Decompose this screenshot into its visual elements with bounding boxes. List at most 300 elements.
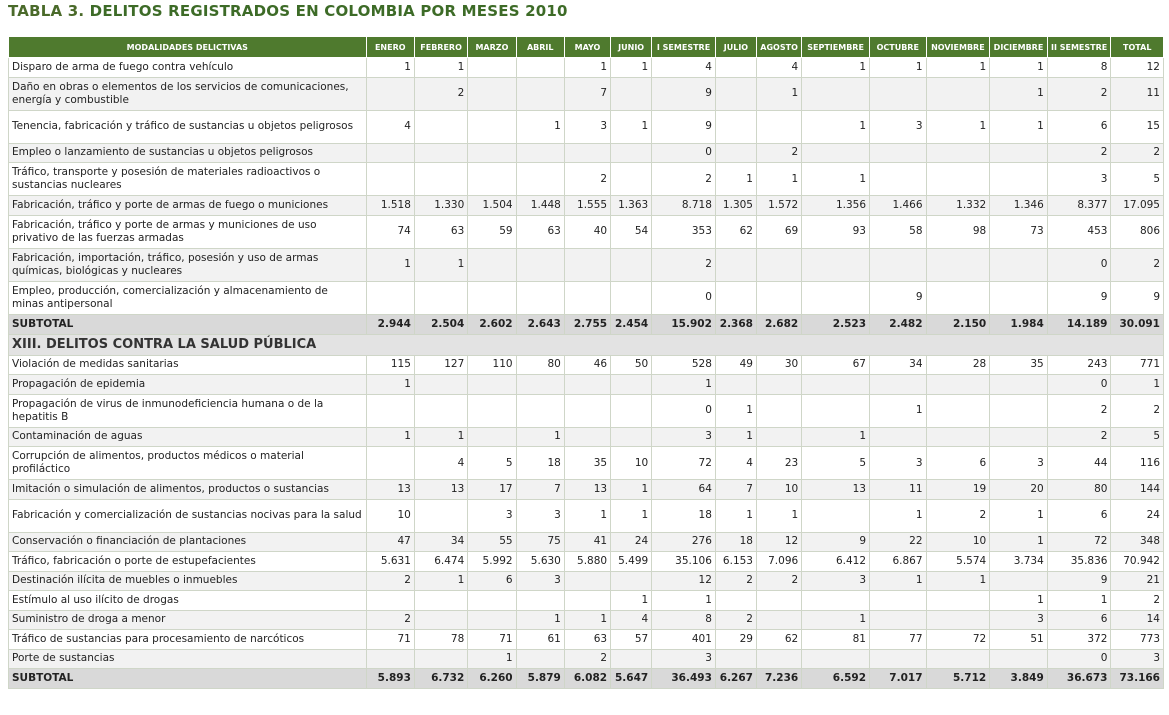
table-cell: 3 bbox=[516, 571, 564, 591]
column-header: DICIEMBRE bbox=[990, 37, 1048, 58]
table-cell: 115 bbox=[366, 355, 414, 375]
table-cell: 1 bbox=[715, 427, 756, 447]
table-cell: 2.150 bbox=[926, 314, 990, 334]
table-cell: 61 bbox=[516, 630, 564, 650]
table-row bbox=[9, 532, 1164, 552]
table-cell bbox=[611, 375, 652, 395]
table-cell bbox=[564, 281, 610, 314]
table-cell: 401 bbox=[652, 630, 716, 650]
table-cell: 1 bbox=[414, 571, 467, 591]
column-header: MODALIDADES DELICTIVAS bbox=[9, 37, 367, 58]
table-cell: 5.893 bbox=[366, 669, 414, 689]
table-cell: 4 bbox=[756, 58, 801, 78]
table-row bbox=[9, 480, 1164, 500]
table-cell: 528 bbox=[652, 355, 716, 375]
table-cell: 116 bbox=[1111, 447, 1164, 480]
table-cell bbox=[926, 163, 990, 196]
table-cell bbox=[414, 649, 467, 669]
table-cell: 127 bbox=[414, 355, 467, 375]
table-cell bbox=[990, 571, 1048, 591]
table-cell: 1 bbox=[1111, 375, 1164, 395]
table-cell: 71 bbox=[366, 630, 414, 650]
table-cell: 7 bbox=[516, 480, 564, 500]
table-cell: 1 bbox=[870, 571, 927, 591]
table-cell bbox=[414, 281, 467, 314]
table-cell bbox=[715, 248, 756, 281]
table-cell bbox=[564, 143, 610, 163]
table-cell bbox=[715, 281, 756, 314]
table-cell bbox=[366, 281, 414, 314]
table-cell: 243 bbox=[1047, 355, 1111, 375]
table-cell: 6 bbox=[926, 447, 990, 480]
table-cell: 1 bbox=[564, 499, 610, 532]
row-label: Tráfico de sustancias para procesamiento de narcóticos bbox=[9, 630, 367, 650]
table-cell bbox=[756, 394, 801, 427]
table-cell bbox=[414, 394, 467, 427]
table-cell: 20 bbox=[990, 480, 1048, 500]
table-cell bbox=[802, 649, 870, 669]
row-label: Fabricación y comercialización de sustancias nocivas para la salud bbox=[9, 499, 367, 532]
subtotal-row bbox=[9, 314, 1164, 334]
table-cell: 2.682 bbox=[756, 314, 801, 334]
table-cell: 2.482 bbox=[870, 314, 927, 334]
subtotal-row bbox=[9, 669, 1164, 689]
table-row bbox=[9, 571, 1164, 591]
column-header: TOTAL bbox=[1111, 37, 1164, 58]
table-cell: 2 bbox=[1047, 143, 1111, 163]
table-cell: 58 bbox=[870, 215, 927, 248]
table-row bbox=[9, 355, 1164, 375]
table-cell: 9 bbox=[1047, 571, 1111, 591]
table-cell bbox=[414, 610, 467, 630]
table-cell: 2 bbox=[1047, 427, 1111, 447]
table-cell: 5 bbox=[468, 447, 516, 480]
table-cell bbox=[990, 248, 1048, 281]
table-cell: 2 bbox=[926, 499, 990, 532]
column-header: II SEMESTRE bbox=[1047, 37, 1111, 58]
table-cell bbox=[715, 110, 756, 143]
table-cell bbox=[414, 163, 467, 196]
table-cell: 1 bbox=[802, 110, 870, 143]
table-cell: 6.474 bbox=[414, 552, 467, 572]
table-cell: 9 bbox=[802, 532, 870, 552]
row-label: Empleo, producción, comercialización y almacenamiento de minas antipersonal bbox=[9, 281, 367, 314]
table-cell bbox=[926, 610, 990, 630]
row-label: Imitación o simulación de alimentos, productos o sustancias bbox=[9, 480, 367, 500]
table-cell: 1 bbox=[611, 591, 652, 611]
table-cell: 55 bbox=[468, 532, 516, 552]
row-label: Conservación o financiación de plantaciones bbox=[9, 532, 367, 552]
row-label: Estímulo al uso ilícito de drogas bbox=[9, 591, 367, 611]
table-cell: 13 bbox=[414, 480, 467, 500]
table-cell: 44 bbox=[1047, 447, 1111, 480]
table-cell: 1 bbox=[611, 480, 652, 500]
table-cell: 1 bbox=[564, 58, 610, 78]
table-cell: 2.944 bbox=[366, 314, 414, 334]
table-cell: 1 bbox=[715, 394, 756, 427]
table-cell: 9 bbox=[870, 281, 927, 314]
table-cell: 73.166 bbox=[1111, 669, 1164, 689]
table-cell: 2 bbox=[1111, 248, 1164, 281]
table-cell: 47 bbox=[366, 532, 414, 552]
table-cell: 3 bbox=[1047, 163, 1111, 196]
table-cell: 2.643 bbox=[516, 314, 564, 334]
table-cell bbox=[366, 163, 414, 196]
table-cell: 72 bbox=[652, 447, 716, 480]
table-cell: 5 bbox=[1111, 163, 1164, 196]
row-label: Tráfico, fabricación o porte de estupefacientes bbox=[9, 552, 367, 572]
table-cell: 1 bbox=[926, 58, 990, 78]
table-cell: 64 bbox=[652, 480, 716, 500]
table-cell: 40 bbox=[564, 215, 610, 248]
table-cell bbox=[870, 77, 927, 110]
table-cell: 73 bbox=[990, 215, 1048, 248]
table-cell: 1 bbox=[366, 58, 414, 78]
table-cell: 773 bbox=[1111, 630, 1164, 650]
table-cell: 2 bbox=[756, 571, 801, 591]
table-cell: 93 bbox=[802, 215, 870, 248]
column-header: AGOSTO bbox=[756, 37, 801, 58]
table-cell: 806 bbox=[1111, 215, 1164, 248]
table-cell: 41 bbox=[564, 532, 610, 552]
table-cell bbox=[564, 571, 610, 591]
table-cell: 2 bbox=[414, 77, 467, 110]
table-cell: 1.984 bbox=[990, 314, 1048, 334]
table-cell: 67 bbox=[802, 355, 870, 375]
column-header: FEBRERO bbox=[414, 37, 467, 58]
table-cell bbox=[870, 591, 927, 611]
table-cell: 51 bbox=[990, 630, 1048, 650]
row-label: Fabricación, tráfico y porte de armas y municiones de uso privativo de las fuerzas armadas bbox=[9, 215, 367, 248]
table-cell bbox=[870, 248, 927, 281]
table-cell bbox=[802, 591, 870, 611]
table-cell bbox=[468, 610, 516, 630]
row-label: Disparo de arma de fuego contra vehículo bbox=[9, 58, 367, 78]
table-cell bbox=[756, 610, 801, 630]
table-cell: 3 bbox=[870, 110, 927, 143]
table-cell: 78 bbox=[414, 630, 467, 650]
table-cell: 5.880 bbox=[564, 552, 610, 572]
table-cell: 35 bbox=[564, 447, 610, 480]
table-cell: 6.867 bbox=[870, 552, 927, 572]
table-cell: 75 bbox=[516, 532, 564, 552]
table-cell: 10 bbox=[926, 532, 990, 552]
column-header: JUNIO bbox=[611, 37, 652, 58]
table-cell bbox=[366, 143, 414, 163]
table-cell bbox=[468, 58, 516, 78]
table-cell: 3.849 bbox=[990, 669, 1048, 689]
table-cell: 1.572 bbox=[756, 196, 801, 216]
table-cell bbox=[990, 281, 1048, 314]
table-cell: 353 bbox=[652, 215, 716, 248]
table-cell: 2 bbox=[715, 610, 756, 630]
table-cell: 72 bbox=[1047, 532, 1111, 552]
row-label: Violación de medidas sanitarias bbox=[9, 355, 367, 375]
table-cell bbox=[516, 281, 564, 314]
table-row bbox=[9, 591, 1164, 611]
table-row bbox=[9, 143, 1164, 163]
table-cell: 59 bbox=[468, 215, 516, 248]
table-cell: 62 bbox=[756, 630, 801, 650]
table-cell: 1 bbox=[756, 499, 801, 532]
table-cell: 10 bbox=[756, 480, 801, 500]
table-cell: 6.153 bbox=[715, 552, 756, 572]
table-cell: 54 bbox=[611, 215, 652, 248]
table-cell bbox=[468, 77, 516, 110]
section-header-row bbox=[9, 334, 1164, 355]
table-cell: 62 bbox=[715, 215, 756, 248]
table-cell: 2.504 bbox=[414, 314, 467, 334]
table-row bbox=[9, 649, 1164, 669]
table-cell: 18 bbox=[715, 532, 756, 552]
row-label: Corrupción de alimentos, productos médicos o material profiláctico bbox=[9, 447, 367, 480]
table-cell bbox=[468, 248, 516, 281]
table-cell: 11 bbox=[870, 480, 927, 500]
table-cell bbox=[564, 591, 610, 611]
table-cell: 3 bbox=[802, 571, 870, 591]
table-cell: 7 bbox=[564, 77, 610, 110]
table-cell: 70.942 bbox=[1111, 552, 1164, 572]
table-cell bbox=[802, 281, 870, 314]
table-cell bbox=[468, 375, 516, 395]
table-cell: 1 bbox=[414, 248, 467, 281]
row-label: Tenencia, fabricación y tráfico de sustancias u objetos peligrosos bbox=[9, 110, 367, 143]
table-cell bbox=[564, 248, 610, 281]
table-cell: 3.734 bbox=[990, 552, 1048, 572]
table-cell bbox=[756, 591, 801, 611]
table-cell: 7.096 bbox=[756, 552, 801, 572]
table-cell: 0 bbox=[652, 281, 716, 314]
table-cell: 1.555 bbox=[564, 196, 610, 216]
table-cell: 1.332 bbox=[926, 196, 990, 216]
table-cell bbox=[926, 77, 990, 110]
table-cell: 3 bbox=[468, 499, 516, 532]
table-cell: 30 bbox=[756, 355, 801, 375]
table-cell bbox=[516, 375, 564, 395]
table-cell: 2 bbox=[652, 163, 716, 196]
table-cell bbox=[468, 394, 516, 427]
table-cell: 144 bbox=[1111, 480, 1164, 500]
table-cell bbox=[926, 248, 990, 281]
table-cell: 13 bbox=[366, 480, 414, 500]
table-cell bbox=[715, 77, 756, 110]
table-cell bbox=[611, 163, 652, 196]
table-cell: 10 bbox=[366, 499, 414, 532]
table-cell: 6.592 bbox=[802, 669, 870, 689]
table-cell: 1 bbox=[652, 375, 716, 395]
table-cell: 50 bbox=[611, 355, 652, 375]
table-cell bbox=[802, 394, 870, 427]
table-cell bbox=[990, 427, 1048, 447]
table-cell: 46 bbox=[564, 355, 610, 375]
table-cell: 1 bbox=[870, 499, 927, 532]
table-cell: 8.377 bbox=[1047, 196, 1111, 216]
table-cell: 36.493 bbox=[652, 669, 716, 689]
table-cell bbox=[990, 163, 1048, 196]
table-cell bbox=[366, 447, 414, 480]
table-cell bbox=[516, 77, 564, 110]
table-cell: 2 bbox=[1047, 77, 1111, 110]
table-cell: 1.504 bbox=[468, 196, 516, 216]
table-row bbox=[9, 499, 1164, 532]
table-cell: 3 bbox=[1111, 649, 1164, 669]
table-cell: 3 bbox=[990, 447, 1048, 480]
table-cell: 1 bbox=[414, 427, 467, 447]
table-cell bbox=[756, 248, 801, 281]
table-cell: 6.412 bbox=[802, 552, 870, 572]
table-row bbox=[9, 630, 1164, 650]
table-cell: 21 bbox=[1111, 571, 1164, 591]
table-cell bbox=[611, 281, 652, 314]
table-cell bbox=[611, 394, 652, 427]
table-cell bbox=[516, 58, 564, 78]
table-cell: 18 bbox=[652, 499, 716, 532]
row-label: Fabricación, importación, tráfico, posesión y uso de armas químicas, biológicas y nucleares bbox=[9, 248, 367, 281]
header-row bbox=[9, 37, 1164, 58]
table-cell bbox=[366, 394, 414, 427]
table-cell bbox=[366, 649, 414, 669]
table-cell: 5.712 bbox=[926, 669, 990, 689]
table-cell bbox=[715, 375, 756, 395]
row-label: Tráfico, transporte y posesión de materiales radioactivos o sustancias nucleares bbox=[9, 163, 367, 196]
table-cell: 17.095 bbox=[1111, 196, 1164, 216]
table-cell: 17 bbox=[468, 480, 516, 500]
table-cell bbox=[870, 427, 927, 447]
table-cell: 1.363 bbox=[611, 196, 652, 216]
table-cell bbox=[611, 427, 652, 447]
table-body bbox=[9, 58, 1164, 689]
table-cell bbox=[468, 591, 516, 611]
table-cell: 3 bbox=[870, 447, 927, 480]
table-cell: 1 bbox=[611, 110, 652, 143]
table-cell: 14.189 bbox=[1047, 314, 1111, 334]
table-cell bbox=[926, 143, 990, 163]
table-row bbox=[9, 552, 1164, 572]
table-cell: 23 bbox=[756, 447, 801, 480]
table-cell: 2 bbox=[564, 163, 610, 196]
table-cell: 2 bbox=[715, 571, 756, 591]
table-cell: 98 bbox=[926, 215, 990, 248]
table-cell: 0 bbox=[652, 394, 716, 427]
table-cell bbox=[990, 143, 1048, 163]
table-cell: 1 bbox=[802, 610, 870, 630]
table-row bbox=[9, 110, 1164, 143]
table-cell: 5 bbox=[802, 447, 870, 480]
table-cell: 74 bbox=[366, 215, 414, 248]
table-cell bbox=[926, 649, 990, 669]
table-cell: 1 bbox=[802, 58, 870, 78]
table-cell bbox=[802, 143, 870, 163]
table-cell: 1 bbox=[516, 610, 564, 630]
table-cell: 5.499 bbox=[611, 552, 652, 572]
table-cell bbox=[564, 427, 610, 447]
table-cell: 2 bbox=[1111, 143, 1164, 163]
table-cell: 0 bbox=[1047, 248, 1111, 281]
table-cell bbox=[990, 394, 1048, 427]
table-cell bbox=[926, 281, 990, 314]
table-cell: 6.267 bbox=[715, 669, 756, 689]
table-cell: 12 bbox=[756, 532, 801, 552]
table-cell: 8 bbox=[652, 610, 716, 630]
table-row bbox=[9, 215, 1164, 248]
table-cell: 11 bbox=[1111, 77, 1164, 110]
table-cell: 1 bbox=[468, 649, 516, 669]
table-cell bbox=[990, 649, 1048, 669]
table-cell bbox=[926, 375, 990, 395]
table-cell bbox=[756, 427, 801, 447]
table-cell: 2.368 bbox=[715, 314, 756, 334]
table-cell: 0 bbox=[652, 143, 716, 163]
table-cell: 10 bbox=[611, 447, 652, 480]
column-header: JULIO bbox=[715, 37, 756, 58]
table-cell: 5.647 bbox=[611, 669, 652, 689]
table-cell: 81 bbox=[802, 630, 870, 650]
table-cell: 7 bbox=[715, 480, 756, 500]
table-cell: 6 bbox=[1047, 110, 1111, 143]
table-cell: 80 bbox=[516, 355, 564, 375]
table-cell: 1 bbox=[802, 427, 870, 447]
table-cell: 771 bbox=[1111, 355, 1164, 375]
table-cell: 1.330 bbox=[414, 196, 467, 216]
table-cell bbox=[611, 77, 652, 110]
table-cell bbox=[802, 77, 870, 110]
table-cell: 1 bbox=[1047, 591, 1111, 611]
table-cell: 1 bbox=[990, 58, 1048, 78]
table-cell bbox=[715, 58, 756, 78]
table-row bbox=[9, 375, 1164, 395]
table-cell: 77 bbox=[870, 630, 927, 650]
table-cell bbox=[468, 110, 516, 143]
table-cell: 29 bbox=[715, 630, 756, 650]
column-header: ENERO bbox=[366, 37, 414, 58]
table-cell: 6 bbox=[1047, 499, 1111, 532]
table-cell: 9 bbox=[1047, 281, 1111, 314]
table-cell bbox=[564, 375, 610, 395]
table-cell bbox=[468, 281, 516, 314]
table-cell bbox=[414, 143, 467, 163]
table-cell bbox=[611, 143, 652, 163]
table-row bbox=[9, 196, 1164, 216]
table-cell: 5.879 bbox=[516, 669, 564, 689]
table-cell: 18 bbox=[516, 447, 564, 480]
table-cell: 2 bbox=[564, 649, 610, 669]
table-cell: 57 bbox=[611, 630, 652, 650]
table-cell: 1 bbox=[516, 110, 564, 143]
row-label: Destinación ilícita de muebles o inmuebles bbox=[9, 571, 367, 591]
table-cell: 7.017 bbox=[870, 669, 927, 689]
table-cell: 69 bbox=[756, 215, 801, 248]
table-cell: 1 bbox=[611, 58, 652, 78]
table-cell: 2.523 bbox=[802, 314, 870, 334]
row-label: SUBTOTAL bbox=[9, 314, 367, 334]
table-cell: 9 bbox=[1111, 281, 1164, 314]
table-cell: 1 bbox=[756, 77, 801, 110]
table-cell bbox=[990, 375, 1048, 395]
table-row bbox=[9, 163, 1164, 196]
table-cell bbox=[715, 649, 756, 669]
table-cell: 15 bbox=[1111, 110, 1164, 143]
table-cell: 4 bbox=[652, 58, 716, 78]
table-cell bbox=[926, 591, 990, 611]
table-cell bbox=[870, 610, 927, 630]
table-cell: 1 bbox=[870, 394, 927, 427]
table-cell: 6.260 bbox=[468, 669, 516, 689]
table-cell: 34 bbox=[870, 355, 927, 375]
row-label: Contaminación de aguas bbox=[9, 427, 367, 447]
table-cell: 80 bbox=[1047, 480, 1111, 500]
table-cell bbox=[366, 591, 414, 611]
table-cell: 4 bbox=[611, 610, 652, 630]
